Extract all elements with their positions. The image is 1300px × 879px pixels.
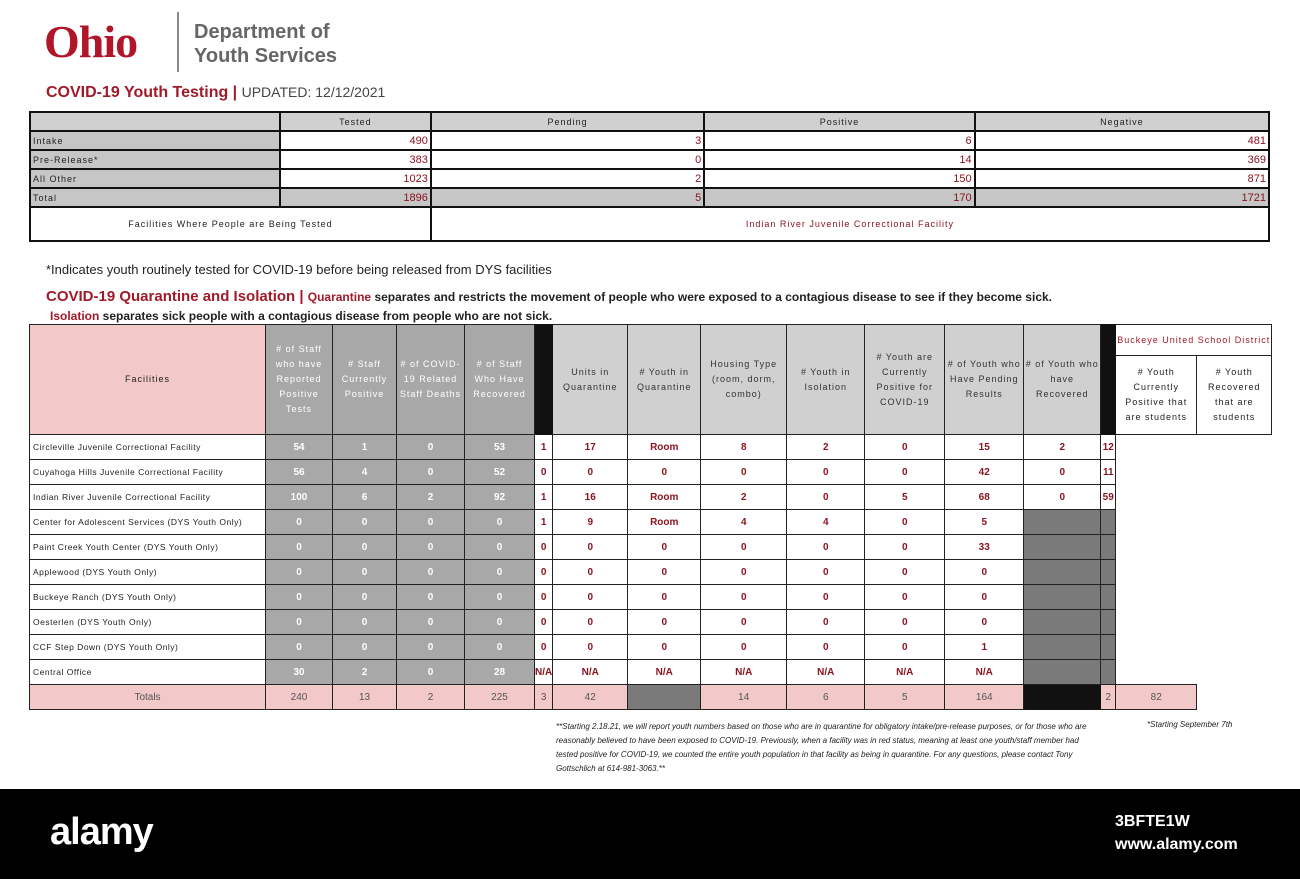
buckeye-value: 11	[1101, 460, 1116, 485]
youth-value: 4	[701, 510, 787, 535]
staff-value: 0	[397, 610, 465, 635]
testing-corner	[30, 112, 280, 131]
testing-footnote: *Indicates youth routinely tested for COVID-19 before being released from DYS facilities	[46, 262, 552, 277]
youth-value: 0	[787, 635, 865, 660]
staff-value: 0	[266, 610, 333, 635]
youth-value: 68	[945, 485, 1024, 510]
totals-value: 42	[553, 685, 628, 710]
watermark-banner	[0, 789, 1300, 879]
youth-value: 0	[865, 635, 945, 660]
youth-value: 2	[787, 435, 865, 460]
youth-value: 0	[553, 635, 628, 660]
youth-value: N/A	[553, 660, 628, 685]
separator-bar	[1024, 685, 1101, 710]
buckeye-value: 12	[1101, 435, 1116, 460]
youth-value: 0	[553, 560, 628, 585]
youth-value: 0	[553, 610, 628, 635]
buckeye-empty	[1024, 610, 1101, 635]
staff-value: 6	[333, 485, 397, 510]
cell-value: 481	[975, 131, 1269, 150]
isolation-keyword: Isolation	[50, 309, 100, 323]
youth-value: 0	[628, 610, 701, 635]
youth-value: 0	[787, 535, 865, 560]
staff-value: 0	[333, 560, 397, 585]
facility-name: Paint Creek Youth Center (DYS Youth Only)	[30, 535, 266, 560]
staff-value: 52	[465, 460, 535, 485]
isolation-description: separates sick people with a contagious disease from people who are not sick.	[99, 309, 553, 323]
staff-value: 0	[266, 510, 333, 535]
staff-value: 0	[397, 460, 465, 485]
buckeye-empty	[1101, 585, 1116, 610]
youth-value: 0	[535, 535, 553, 560]
col-staff-recovered: # of Staff Who Have Recovered	[465, 325, 535, 435]
table-row	[30, 150, 1269, 169]
staff-value: 0	[397, 585, 465, 610]
table-row	[30, 560, 1272, 585]
youth-value: Room	[628, 485, 701, 510]
youth-value: 0	[787, 610, 865, 635]
youth-value: 4	[787, 510, 865, 535]
facilities-tested-value: Indian River Juvenile Correctional Facility	[431, 207, 1269, 241]
col-housing: Housing Type (room, dorm, combo)	[701, 325, 787, 435]
testing-table	[29, 111, 1270, 242]
youth-value: N/A	[865, 660, 945, 685]
facilities-tested-label: Facilities Where People are Being Tested	[30, 207, 431, 241]
ohio-logo: Ohio	[44, 16, 138, 67]
youth-value: 0	[865, 560, 945, 585]
table-row	[30, 169, 1269, 188]
col-youth-positive: # Youth are Currently Positive for COVID-19	[865, 325, 945, 435]
staff-value: 28	[465, 660, 535, 685]
col-pending: Pending	[431, 112, 704, 131]
staff-value: 0	[465, 610, 535, 635]
youth-value: 16	[553, 485, 628, 510]
staff-value: 0	[266, 585, 333, 610]
staff-value: 0	[465, 535, 535, 560]
staff-value: 0	[333, 610, 397, 635]
separator-bar	[535, 325, 553, 435]
table-row	[30, 635, 1272, 660]
totals-value: 2	[397, 685, 465, 710]
totals-value: 2	[1101, 685, 1116, 710]
buckeye-empty	[1101, 660, 1116, 685]
youth-value: 0	[865, 435, 945, 460]
youth-value: 0	[945, 610, 1024, 635]
table-row	[30, 660, 1272, 685]
youth-value: 0	[535, 560, 553, 585]
youth-value: N/A	[628, 660, 701, 685]
buckeye-empty	[1024, 535, 1101, 560]
staff-value: 0	[266, 635, 333, 660]
staff-value: 0	[465, 560, 535, 585]
totals-value: 82	[1116, 685, 1197, 710]
isolation-definition	[50, 309, 552, 323]
logo-divider	[177, 12, 179, 72]
youth-value: Room	[628, 510, 701, 535]
buckeye-value: 0	[1024, 485, 1101, 510]
staff-value: 0	[465, 585, 535, 610]
staff-value: 0	[397, 510, 465, 535]
buckeye-empty	[1024, 635, 1101, 660]
buckeye-empty	[1024, 585, 1101, 610]
row-label: Total	[30, 188, 280, 207]
buckeye-empty	[1101, 560, 1116, 585]
quarantine-footnote: **Starting 2.18.21, we will report youth numbers based on those who are in quarantine for obligatory intake/pre-release purposes, or for those who are reasonably believed to have been exposed to COVID-19. Previously, when a facility was in red status, meaning at least one youth/staff member had tested positive for COVID-19, we counted the entire youth population in that facility as being in quarantine. For any questions, please contact Tony Gottschlich at 614-981-3063.**	[556, 722, 1087, 773]
staff-value: 0	[397, 635, 465, 660]
youth-value: 0	[787, 560, 865, 585]
totals-value: 14	[701, 685, 787, 710]
staff-value: 56	[266, 460, 333, 485]
staff-value: 0	[465, 510, 535, 535]
buckeye-value: 2	[1024, 435, 1101, 460]
cell-value: 150	[704, 169, 974, 188]
youth-value: 0	[945, 585, 1024, 610]
youth-value: 0	[628, 635, 701, 660]
quarantine-title-text: COVID-19 Quarantine and Isolation |	[46, 288, 304, 305]
table-row	[30, 585, 1272, 610]
totals-value: 240	[266, 685, 333, 710]
staff-value: 0	[397, 435, 465, 460]
youth-value: 0	[628, 560, 701, 585]
staff-value: 4	[333, 460, 397, 485]
staff-value: 2	[397, 485, 465, 510]
youth-value: 0	[701, 585, 787, 610]
facility-name: Indian River Juvenile Correctional Facility	[30, 485, 266, 510]
cell-value: 1023	[280, 169, 431, 188]
facility-name: CCF Step Down (DYS Youth Only)	[30, 635, 266, 660]
staff-value: 0	[333, 510, 397, 535]
cell-value: 14	[704, 150, 974, 169]
testing-title	[46, 84, 385, 102]
youth-value: 0	[701, 635, 787, 660]
totals-label: Totals	[30, 685, 266, 710]
table-row	[30, 485, 1272, 510]
col-staff-deaths: # of COVID-19 Related Staff Deaths	[397, 325, 465, 435]
buckeye-value: 59	[1101, 485, 1116, 510]
youth-value: 15	[945, 435, 1024, 460]
table-row	[30, 610, 1272, 635]
youth-value: 5	[945, 510, 1024, 535]
youth-value: 0	[535, 610, 553, 635]
table-row	[30, 460, 1272, 485]
col-youth-isolation: # Youth in Isolation	[787, 325, 865, 435]
staff-value: 92	[465, 485, 535, 510]
staff-value: 0	[397, 660, 465, 685]
cell-value: 490	[280, 131, 431, 150]
youth-value: 0	[787, 585, 865, 610]
cell-value: 2	[431, 169, 704, 188]
buckeye-empty	[1101, 610, 1116, 635]
col-tested: Tested	[280, 112, 431, 131]
facility-name: Central Office	[30, 660, 266, 685]
dept-line-1: Department of	[194, 21, 330, 43]
totals-value: 5	[865, 685, 945, 710]
col-negative: Negative	[975, 112, 1269, 131]
staff-value: 30	[266, 660, 333, 685]
buckeye-empty	[1101, 535, 1116, 560]
youth-value: 1	[945, 635, 1024, 660]
youth-value: 0	[628, 535, 701, 560]
cell-value: 170	[704, 188, 974, 207]
cell-value: 871	[975, 169, 1269, 188]
youth-value: 33	[945, 535, 1024, 560]
totals-value: 13	[333, 685, 397, 710]
table-row	[30, 131, 1269, 150]
youth-value: 17	[553, 435, 628, 460]
facility-name: Circleville Juvenile Correctional Facility	[30, 435, 266, 460]
staff-value: 53	[465, 435, 535, 460]
facility-name: Center for Adolescent Services (DYS Youth Only)	[30, 510, 266, 535]
totals-value: 6	[787, 685, 865, 710]
facility-name: Cuyahoga Hills Juvenile Correctional Facility	[30, 460, 266, 485]
cell-value: 3	[431, 131, 704, 150]
buckeye-value: 0	[1024, 460, 1101, 485]
facility-name: Applewood (DYS Youth Only)	[30, 560, 266, 585]
totals-value: 3	[535, 685, 553, 710]
buckeye-footnote: *Starting September 7th	[1147, 720, 1233, 729]
department-name	[194, 20, 337, 68]
staff-value: 0	[397, 535, 465, 560]
col-bk-recovered: # Youth Recovered that are students	[1197, 356, 1272, 435]
youth-value: 42	[945, 460, 1024, 485]
youth-value: 0	[701, 560, 787, 585]
quarantine-keyword: Quarantine	[307, 290, 372, 304]
table-row-total	[30, 188, 1269, 207]
staff-value: 1	[333, 435, 397, 460]
staff-value: 0	[465, 635, 535, 660]
table-row	[30, 510, 1272, 535]
col-staff-reported: # of Staff who have Reported Positive Tests	[266, 325, 333, 435]
youth-value: 1	[535, 485, 553, 510]
youth-value: 0	[865, 610, 945, 635]
col-bk-positive: # Youth Currently Positive that are students	[1116, 356, 1197, 435]
buckeye-empty	[1024, 560, 1101, 585]
buckeye-empty	[1024, 660, 1101, 685]
facility-name: Oesterlen (DYS Youth Only)	[30, 610, 266, 635]
youth-value: N/A	[945, 660, 1024, 685]
youth-value: 0	[535, 635, 553, 660]
cell-value: 1896	[280, 188, 431, 207]
youth-value: 0	[865, 460, 945, 485]
youth-value: 0	[553, 535, 628, 560]
col-youth-pending: # of Youth who Have Pending Results	[945, 325, 1024, 435]
cell-value: 383	[280, 150, 431, 169]
youth-value: N/A	[701, 660, 787, 685]
staff-value: 2	[333, 660, 397, 685]
youth-value: 5	[865, 485, 945, 510]
youth-value: 0	[945, 560, 1024, 585]
buckeye-empty	[1101, 510, 1116, 535]
quarantine-description: separates and restricts the movement of people who were exposed to a contagious disease to see if they become sick.	[371, 290, 1052, 304]
youth-value: 0	[535, 460, 553, 485]
youth-value: 0	[865, 510, 945, 535]
col-positive: Positive	[704, 112, 974, 131]
cell-value: 1721	[975, 188, 1269, 207]
youth-value: 0	[787, 485, 865, 510]
table-row-totals	[30, 685, 1272, 710]
quarantine-table	[29, 324, 1272, 710]
row-label: Intake	[30, 131, 280, 150]
quarantine-title	[46, 288, 1052, 305]
staff-value: 0	[266, 535, 333, 560]
buckeye-empty	[1024, 510, 1101, 535]
facility-name: Buckeye Ranch (DYS Youth Only)	[30, 585, 266, 610]
youth-value: 0	[553, 585, 628, 610]
youth-value: 0	[787, 460, 865, 485]
totals-value: 225	[465, 685, 535, 710]
totals-value: 164	[945, 685, 1024, 710]
youth-value: N/A	[787, 660, 865, 685]
youth-value: 2	[701, 485, 787, 510]
cell-value: 369	[975, 150, 1269, 169]
banner-url: www.alamy.com	[1115, 836, 1238, 853]
youth-value: 0	[865, 585, 945, 610]
staff-value: 0	[266, 560, 333, 585]
separator-bar	[1101, 325, 1116, 435]
staff-value: 0	[397, 560, 465, 585]
staff-value: 0	[333, 585, 397, 610]
youth-value: 0	[628, 460, 701, 485]
youth-value: 1	[535, 435, 553, 460]
col-youth-quarantine: # Youth in Quarantine	[628, 325, 701, 435]
youth-value: Room	[628, 435, 701, 460]
youth-value: 9	[553, 510, 628, 535]
youth-value: N/A	[535, 660, 553, 685]
row-label: Pre-Release*	[30, 150, 280, 169]
testing-title-text: COVID-19 Youth Testing |	[46, 84, 238, 101]
dept-line-2: Youth Services	[194, 45, 338, 67]
staff-value: 0	[333, 535, 397, 560]
youth-value: 1	[535, 510, 553, 535]
col-youth-recovered: # of Youth who have Recovered	[1024, 325, 1101, 435]
youth-value: 0	[701, 610, 787, 635]
buckeye-empty	[1101, 635, 1116, 660]
staff-value: 54	[266, 435, 333, 460]
staff-value: 100	[266, 485, 333, 510]
row-label: All Other	[30, 169, 280, 188]
youth-value: 0	[701, 535, 787, 560]
cell-value: 5	[431, 188, 704, 207]
brand-logo: alamy	[50, 811, 153, 853]
updated-date: UPDATED: 12/12/2021	[241, 84, 386, 100]
table-row	[30, 435, 1272, 460]
totals-empty	[628, 685, 701, 710]
youth-value: 0	[628, 585, 701, 610]
buckeye-title: Buckeye United School District	[1116, 325, 1272, 356]
youth-value: 0	[553, 460, 628, 485]
youth-value: 0	[865, 535, 945, 560]
cell-value: 6	[704, 131, 974, 150]
image-id: 3BFTE1W	[1115, 813, 1190, 830]
cell-value: 0	[431, 150, 704, 169]
youth-value: 8	[701, 435, 787, 460]
col-units: Units in Quarantine	[553, 325, 628, 435]
youth-value: 0	[701, 460, 787, 485]
youth-value: 0	[535, 585, 553, 610]
table-row	[30, 535, 1272, 560]
staff-value: 0	[333, 635, 397, 660]
col-facilities: Facilities	[30, 325, 266, 435]
col-staff-current: # Staff Currently Positive	[333, 325, 397, 435]
